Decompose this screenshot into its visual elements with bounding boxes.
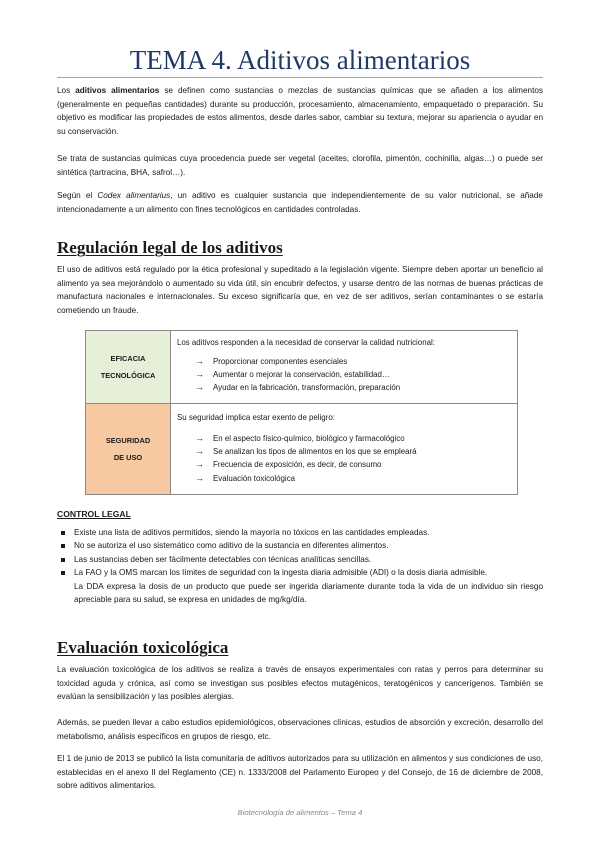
table-safety-list: [195, 432, 417, 485]
intro-p1-term: aditivos alimentarios: [75, 86, 160, 95]
arrow-right-icon: →: [195, 446, 204, 457]
toxicology-paragraph-1: La evaluación toxicológica de los aditivos se realiza a través de ensayos experimentales con ratas y perros para determinar su toxicidad aguda y crónica, así como se investigan sus posibles efectos mutagénicos, teratogénicos y cancerígenos. También se evalúan la sensibilización y las posibles alergias.: [57, 665, 543, 702]
intro-paragraph-1: [57, 84, 543, 138]
page-title: TEMA 4. Aditivos alimentarios: [129, 45, 471, 75]
intro-p3-lead: Según el: [57, 191, 98, 200]
arrow-right-icon: →: [195, 382, 204, 393]
bullet-square-icon: [61, 544, 65, 548]
control-heading: CONTROL LEGAL: [57, 509, 131, 519]
table-label-safety-line1: SEGURIDAD: [105, 436, 151, 445]
title-rule: [57, 77, 543, 78]
page-footer: Biotecnología de alimentos – Tema 4: [237, 808, 363, 817]
table-efficacy-item-text: Ayudar en la fabricación, transformación, preparación: [213, 383, 401, 393]
intro-paragraph-2: Se trata de sustancias químicas cuya procedencia puede ser vegetal (aceites, clorofila, pimentón, cochinilla, algas…) o puede ser sintética (tartracina, BHA, safrol…).: [57, 154, 543, 177]
control-bullet-text: La FAO y la OMS marcan los límites de seguridad con la ingesta diaria admisible (ADI) o la dosis diaria admisible.: [74, 568, 488, 578]
table-label-efficacy: [86, 331, 170, 403]
arrow-right-icon: →: [195, 433, 204, 443]
intro-p3-rest: , un aditivo es cualquier sustancia que independientemente de su valor nutricional, se añade intencionadamente a un alimento con fines tecnológicos en cantidades controladas.: [57, 191, 543, 214]
intro-paragraph-3: [57, 189, 543, 216]
table-safety-item: [195, 458, 417, 471]
control-bullet-subtext: La DDA expresa la dosis de un producto que puede ser ingerida diariamente durante toda la vida de un individuo sin riesgo apreciable para su salud, se expresa en unidades de mg/kg/día.: [74, 581, 543, 605]
control-bullet: [57, 553, 543, 566]
regulation-heading: Regulación legal de los aditivos: [57, 238, 283, 257]
arrow-right-icon: →: [195, 369, 204, 380]
table-efficacy-item: [195, 381, 400, 394]
table-safety-intro: Su seguridad implica estar exento de peligro:: [177, 413, 335, 422]
table-safety-item-text: Frecuencia de exposición, es decir, de consumo: [213, 460, 382, 470]
table-label-safety-line2: DE USO: [113, 453, 143, 462]
intro-p1-lead: Los: [57, 86, 76, 95]
table-safety-item: [195, 445, 417, 458]
arrow-right-icon: →: [195, 459, 204, 470]
intro-p3-term: Codex alimentarius: [97, 191, 171, 200]
control-bullet: [57, 566, 543, 606]
control-bullet-text: Existe una lista de aditivos permitidos, siendo la mayoría no tóxicos en las cantidades empleadas.: [74, 528, 430, 537]
table-efficacy-intro: Los aditivos responden a la necesidad de conservar la calidad nutricional:: [177, 338, 435, 347]
toxicology-paragraph-2: Además, se pueden llevar a cabo estudios epidemiológicos, observaciones clínicas, estudios de absorción y excreción, desarrollo del metabolismo, análisis específicos en grupos de riesgo, etc.: [57, 718, 543, 741]
table-safety-item-text: Se analizan los tipos de alimentos en los que se empleará: [213, 447, 417, 457]
control-bullet-list: [57, 526, 543, 606]
control-bullet: [57, 539, 543, 552]
control-bullet-text: No se autoriza el uso sistemático como aditivo de la sustancia en diferentes alimentos.: [74, 541, 389, 551]
intro-p1-rest: se definen como sustancias o mezclas de sustancias químicas que se añaden a los alimentos (generalmente en pequeñas cantidades) durante su producción, procesamiento, almacenamiento, empaquetado o preparación. Su objetivo es modificar las propiedades de estos alimentos, desde darles sabor, cambiar su textura, mejorar su apariencia o ayudar en su conservación.: [57, 86, 544, 136]
bullet-square-icon: [61, 531, 65, 535]
table-efficacy-item-text: Aumentar o mejorar la conservación, estabilidad…: [213, 370, 390, 380]
table-cell-safety: [170, 403, 517, 494]
bullet-square-icon: [61, 571, 65, 575]
control-bullet-text: Las sustancias deben ser fácilmente detectables con técnicas analíticas sencillas.: [74, 554, 372, 564]
table-efficacy-item: [195, 368, 400, 381]
toxicology-paragraph-3: El 1 de junio de 2013 se publicó la lista comunitaria de aditivos autorizados para su utilización en alimentos y sus condiciones de uso, establecidas en el anexo II del Reglamento (CE) n. 1333/2008 del Parlamento Europeo y del Consejo, de 16 de diciembre de 2008, sobre aditivos alimentarios.: [57, 754, 543, 791]
regulation-paragraph: El uso de aditivos está regulado por la ética profesional y supeditado a la legislación vigente. Siempre deben aportar un beneficio al alimento ya sea mejorándolo o aumentado su vida útil, sin encubrir defectos, y usarse dentro de las normas de buenas prácticas de manufactura nacionales e internacionales. Su exceso significaría que, en vez de ser aditivos, serían contaminantes o se estaría cometiendo un fraude.: [57, 265, 543, 315]
table-label-efficacy-line1: EFICACIA: [110, 354, 146, 363]
table-label-efficacy-line2: TECNOLÓGICA: [100, 371, 156, 380]
table-efficacy-item-text: Proporcionar componentes esenciales: [213, 357, 348, 366]
control-bullet: [57, 526, 543, 539]
table-safety-item: [195, 432, 417, 445]
requirements-table: [85, 330, 518, 495]
table-efficacy-list: [195, 355, 400, 395]
table-safety-item-text: En el aspecto físico-químico, biológico y farmacológico: [213, 434, 405, 443]
toxicology-heading: Evaluación toxicológica: [57, 638, 229, 657]
bullet-square-icon: [61, 558, 65, 562]
table-cell-efficacy: [170, 331, 517, 403]
table-efficacy-item: [195, 355, 400, 368]
table-safety-item-text: Evaluación toxicológica: [213, 473, 296, 483]
arrow-right-icon: →: [195, 472, 204, 483]
arrow-right-icon: →: [195, 356, 204, 366]
table-label-safety: [86, 403, 170, 494]
table-safety-item: [195, 472, 417, 485]
